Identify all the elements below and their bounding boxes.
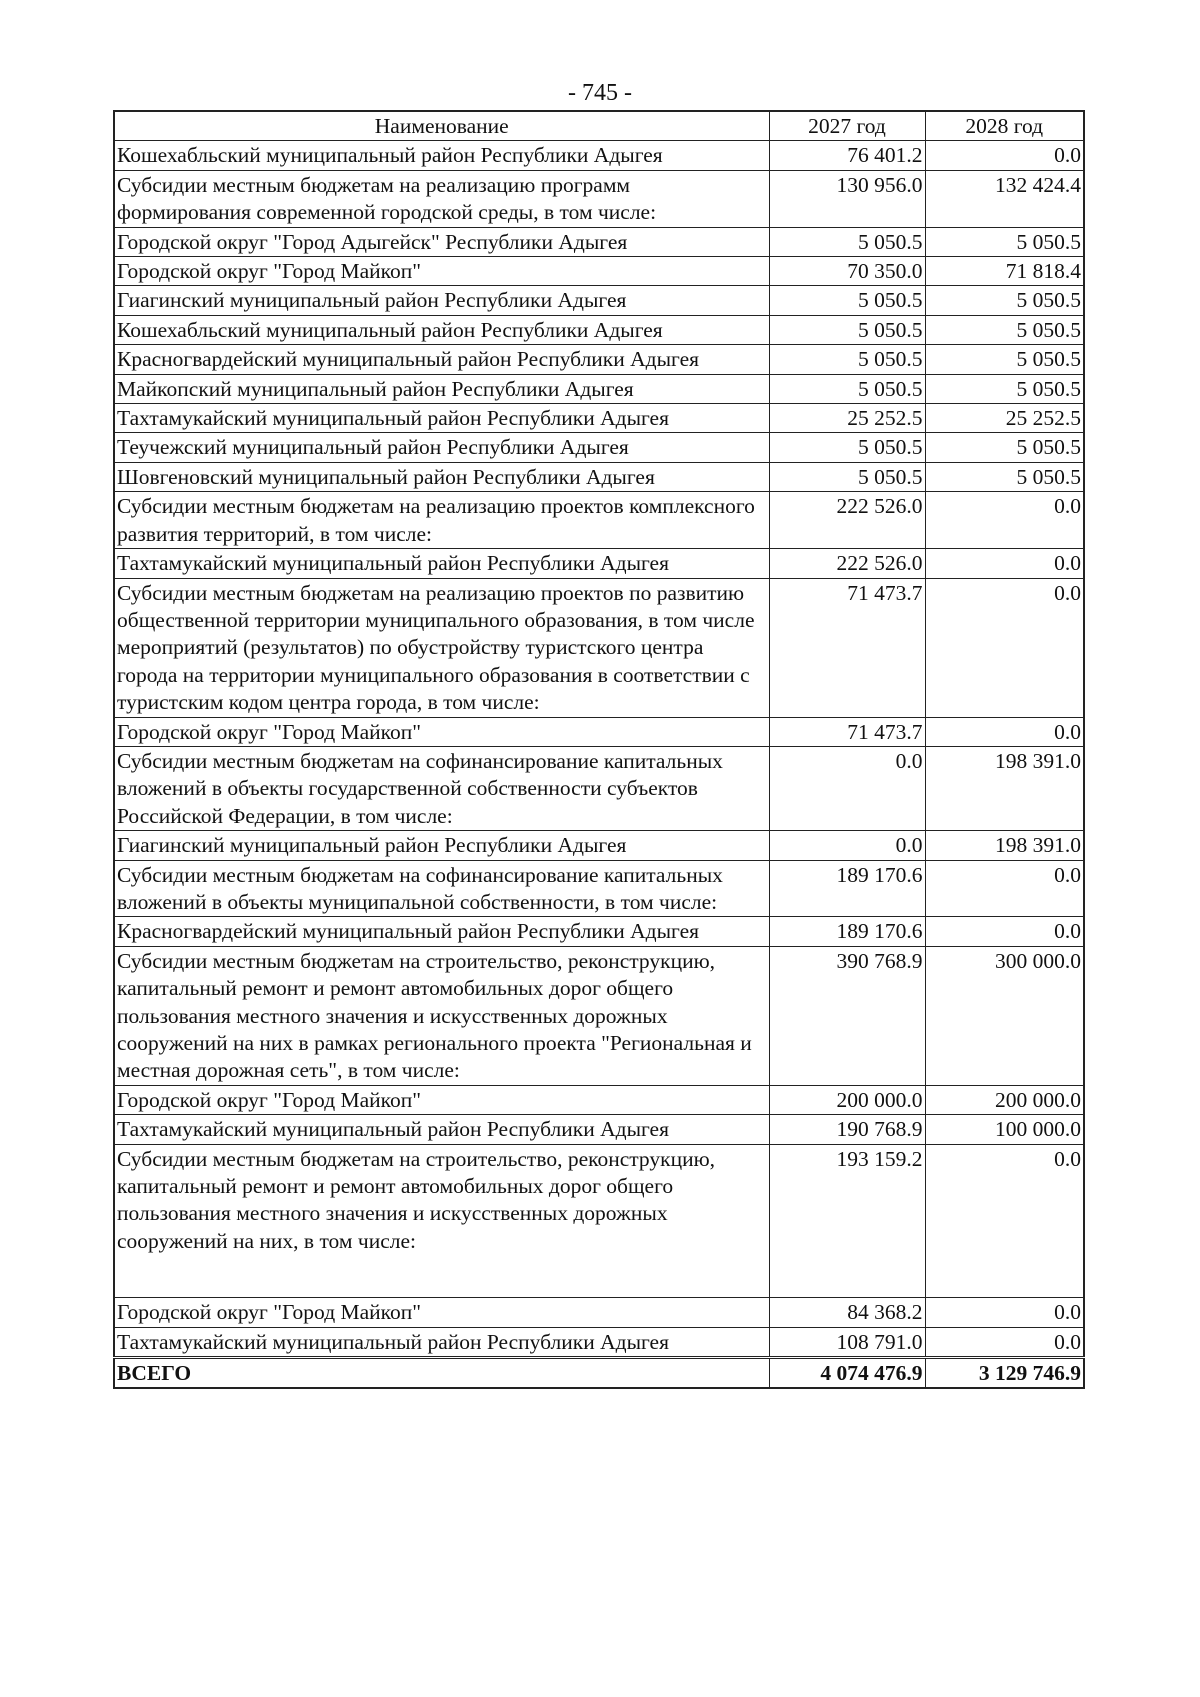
row-name-cell: Гиагинский муниципальный район Республики Адыгея [114,831,769,860]
row-2028-cell: 0.0 [925,549,1084,578]
table-row [114,257,1084,286]
row-2028-cell: 5 050.5 [925,345,1084,374]
budget-table [113,110,1085,1389]
row-2027-cell: 5 050.5 [769,315,925,344]
table-row [114,549,1084,578]
table-row [114,831,1084,860]
table-row [114,374,1084,403]
row-2028-cell: 0.0 [925,717,1084,746]
table-row [114,462,1084,491]
total-2028: 3 129 746.9 [925,1358,1084,1389]
total-row [114,1358,1084,1389]
table-row [114,1085,1084,1114]
table-row [114,860,1084,917]
row-2027-cell: 200 000.0 [769,1085,925,1114]
row-name-cell: Городской округ "Город Майкоп" [114,1085,769,1114]
row-2028-cell: 300 000.0 [925,946,1084,1085]
row-name-cell: Субсидии местным бюджетам на реализацию программ формирования современной городской среды, в том числе: [114,170,769,227]
row-name-cell: Субсидии местным бюджетам на реализацию проектов по развитию общественной территории муниципального образования, в том числе мероприятий (результатов) по обустройству туристского центра города на территории муниципального образования в соответствии с туристским кодом центра города, в том числе: [114,578,769,717]
column-header-name: Наименование [114,111,769,141]
row-2027-cell: 222 526.0 [769,492,925,549]
row-2027-cell: 5 050.5 [769,374,925,403]
row-2028-cell: 0.0 [925,492,1084,549]
row-2028-cell: 71 818.4 [925,257,1084,286]
row-2027-cell: 189 170.6 [769,917,925,946]
column-header-2027: 2027 год [769,111,925,141]
table-row [114,170,1084,227]
row-2027-cell: 0.0 [769,831,925,860]
table-row [114,578,1084,717]
row-2028-cell: 100 000.0 [925,1115,1084,1144]
table-row [114,917,1084,946]
row-2027-cell: 390 768.9 [769,946,925,1085]
table-row [114,1115,1084,1144]
row-2028-cell: 5 050.5 [925,227,1084,256]
row-name-cell: Городской округ "Город Майкоп" [114,717,769,746]
row-2027-cell: 71 473.7 [769,717,925,746]
row-name-cell: Субсидии местным бюджетам на реализацию проектов комплексного развития территорий, в том числе: [114,492,769,549]
column-header-2028: 2028 год [925,111,1084,141]
table-row [114,286,1084,315]
row-2027-cell: 70 350.0 [769,257,925,286]
row-2028-cell: 5 050.5 [925,315,1084,344]
row-2027-cell: 190 768.9 [769,1115,925,1144]
row-name-cell: Тахтамукайский муниципальный район Республики Адыгея [114,404,769,433]
table-row [114,433,1084,462]
table-row [114,492,1084,549]
row-2027-cell: 0.0 [769,746,925,830]
row-2028-cell: 0.0 [925,578,1084,717]
table-row [114,404,1084,433]
row-2028-cell: 132 424.4 [925,170,1084,227]
total-label: ВСЕГО [114,1358,769,1389]
row-2028-cell: 0.0 [925,1298,1084,1327]
row-2027-cell: 84 368.2 [769,1298,925,1327]
table-row [114,746,1084,830]
row-2028-cell: 0.0 [925,1327,1084,1357]
row-2027-cell: 25 252.5 [769,404,925,433]
row-2028-cell: 5 050.5 [925,374,1084,403]
row-2028-cell: 0.0 [925,1144,1084,1298]
row-2027-cell: 189 170.6 [769,860,925,917]
row-2028-cell: 198 391.0 [925,831,1084,860]
row-2027-cell: 222 526.0 [769,549,925,578]
table-row [114,315,1084,344]
row-2027-cell: 5 050.5 [769,227,925,256]
row-name-cell: Субсидии местным бюджетам на строительство, реконструкцию, капитальный ремонт и ремонт автомобильных дорог общего пользования местного значения и искусственных дорожных сооружений на них в рамках регионального проекта "Региональная и местная дорожная сеть", в том числе: [114,946,769,1085]
row-name-cell: Тахтамукайский муниципальный район Республики Адыгея [114,1115,769,1144]
row-2027-cell: 5 050.5 [769,462,925,491]
table-row [114,1144,1084,1298]
row-2028-cell: 0.0 [925,141,1084,170]
row-name-cell: Теучежский муниципальный район Республики Адыгея [114,433,769,462]
table-row [114,345,1084,374]
table-row [114,1298,1084,1327]
row-2028-cell: 200 000.0 [925,1085,1084,1114]
row-name-cell: Тахтамукайский муниципальный район Республики Адыгея [114,549,769,578]
row-name-cell: Майкопский муниципальный район Республики Адыгея [114,374,769,403]
table-row [114,141,1084,170]
row-2027-cell: 5 050.5 [769,433,925,462]
row-name-cell: Красногвардейский муниципальный район Республики Адыгея [114,345,769,374]
row-name-cell: Городской округ "Город Майкоп" [114,257,769,286]
row-name-cell: Субсидии местным бюджетам на строительство, реконструкцию, капитальный ремонт и ремонт автомобильных дорог общего пользования местного значения и искусственных дорожных сооружений на них, в том числе: [114,1144,769,1298]
row-name-cell: Кошехабльский муниципальный район Республики Адыгея [114,141,769,170]
row-name-cell: Субсидии местным бюджетам на софинансирование капитальных вложений в объекты государственной собственности субъектов Российской Федерации, в том числе: [114,746,769,830]
table-row [114,946,1084,1085]
row-2028-cell: 25 252.5 [925,404,1084,433]
row-name-cell: Красногвардейский муниципальный район Республики Адыгея [114,917,769,946]
row-2027-cell: 5 050.5 [769,345,925,374]
table-row [114,1327,1084,1357]
row-2028-cell: 0.0 [925,917,1084,946]
row-2027-cell: 76 401.2 [769,141,925,170]
row-2028-cell: 5 050.5 [925,433,1084,462]
row-name-cell: Кошехабльский муниципальный район Республики Адыгея [114,315,769,344]
table-row [114,717,1084,746]
table-row [114,227,1084,256]
row-2028-cell: 5 050.5 [925,286,1084,315]
row-2028-cell: 5 050.5 [925,462,1084,491]
row-name-cell: Гиагинский муниципальный район Республики Адыгея [114,286,769,315]
row-name-cell: Субсидии местным бюджетам на софинансирование капитальных вложений в объекты муниципальной собственности, в том числе: [114,860,769,917]
row-name-cell: Шовгеновский муниципальный район Республики Адыгея [114,462,769,491]
total-2027: 4 074 476.9 [769,1358,925,1389]
row-2027-cell: 71 473.7 [769,578,925,717]
row-name-cell: Городской округ "Город Адыгейск" Республики Адыгея [114,227,769,256]
row-name-cell: Тахтамукайский муниципальный район Республики Адыгея [114,1327,769,1357]
row-2027-cell: 193 159.2 [769,1144,925,1298]
page-number: - 745 - [568,80,632,106]
row-2027-cell: 108 791.0 [769,1327,925,1357]
row-name-cell: Городской округ "Город Майкоп" [114,1298,769,1327]
table-header-row [114,111,1084,141]
row-2028-cell: 0.0 [925,860,1084,917]
row-2027-cell: 130 956.0 [769,170,925,227]
row-2027-cell: 5 050.5 [769,286,925,315]
row-2028-cell: 198 391.0 [925,746,1084,830]
